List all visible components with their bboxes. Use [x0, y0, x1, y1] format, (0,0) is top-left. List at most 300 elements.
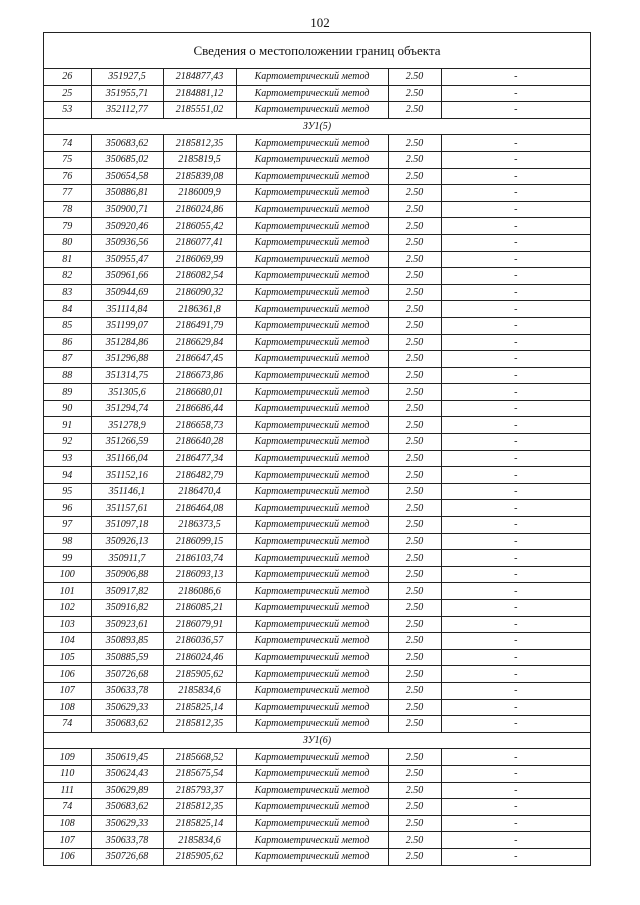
method-cell: Картометрический метод: [236, 434, 388, 451]
x-coordinate-cell: 350923,61: [91, 616, 163, 633]
y-coordinate-cell: 2186055,42: [163, 218, 236, 235]
x-coordinate-cell: 350886,81: [91, 185, 163, 202]
x-coordinate-cell: 350920,46: [91, 218, 163, 235]
y-coordinate-cell: 2186085,21: [163, 600, 236, 617]
point-number-cell: 95: [44, 483, 91, 500]
note-cell: -: [441, 351, 590, 368]
y-coordinate-cell: 2186482,79: [163, 467, 236, 484]
y-coordinate-cell: 2186024,86: [163, 201, 236, 218]
note-cell: -: [441, 268, 590, 285]
y-coordinate-cell: 2186069,99: [163, 251, 236, 268]
note-cell: -: [441, 649, 590, 666]
method-cell: Картометрический метод: [236, 384, 388, 401]
x-coordinate-cell: 351296,88: [91, 351, 163, 368]
accuracy-cell: 2.50: [388, 168, 441, 185]
y-coordinate-cell: 2186079,91: [163, 616, 236, 633]
note-cell: -: [441, 251, 590, 268]
table-row: [44, 716, 590, 733]
method-cell: Картометрический метод: [236, 168, 388, 185]
note-cell: -: [441, 450, 590, 467]
accuracy-cell: 2.50: [388, 666, 441, 683]
note-cell: -: [441, 400, 590, 417]
table-row: [44, 69, 590, 85]
note-cell: -: [441, 533, 590, 550]
accuracy-cell: 2.50: [388, 102, 441, 119]
coordinates-table-sheet: [43, 32, 591, 866]
method-cell: Картометрический метод: [236, 400, 388, 417]
accuracy-cell: 2.50: [388, 848, 441, 864]
note-cell: -: [441, 600, 590, 617]
y-coordinate-cell: 2185834,6: [163, 832, 236, 849]
note-cell: -: [441, 699, 590, 716]
point-number-cell: 81: [44, 251, 91, 268]
method-cell: Картометрический метод: [236, 583, 388, 600]
point-number-cell: 77: [44, 185, 91, 202]
point-number-cell: 93: [44, 450, 91, 467]
table-row: [44, 782, 590, 799]
note-cell: -: [441, 201, 590, 218]
y-coordinate-cell: 2186099,15: [163, 533, 236, 550]
table-row: [44, 201, 590, 218]
x-coordinate-cell: 351927,5: [91, 69, 163, 85]
note-cell: -: [441, 417, 590, 434]
x-coordinate-cell: 350936,56: [91, 234, 163, 251]
accuracy-cell: 2.50: [388, 417, 441, 434]
method-cell: Картометрический метод: [236, 566, 388, 583]
point-number-cell: 74: [44, 135, 91, 152]
point-number-cell: 74: [44, 799, 91, 816]
table-row: [44, 168, 590, 185]
table-row: [44, 666, 590, 683]
x-coordinate-cell: 350629,89: [91, 782, 163, 799]
table-row: [44, 600, 590, 617]
method-cell: Картометрический метод: [236, 682, 388, 699]
accuracy-cell: 2.50: [388, 765, 441, 782]
point-number-cell: 78: [44, 201, 91, 218]
method-cell: Картометрический метод: [236, 218, 388, 235]
method-cell: Картометрический метод: [236, 467, 388, 484]
y-coordinate-cell: 2185825,14: [163, 699, 236, 716]
point-number-cell: 86: [44, 334, 91, 351]
section-row: [44, 118, 590, 135]
x-coordinate-cell: 350917,82: [91, 583, 163, 600]
x-coordinate-cell: 351266,59: [91, 434, 163, 451]
point-number-cell: 53: [44, 102, 91, 119]
accuracy-cell: 2.50: [388, 384, 441, 401]
point-number-cell: 108: [44, 699, 91, 716]
y-coordinate-cell: 2186680,01: [163, 384, 236, 401]
note-cell: -: [441, 135, 590, 152]
method-cell: Картометрический метод: [236, 367, 388, 384]
accuracy-cell: 2.50: [388, 500, 441, 517]
accuracy-cell: 2.50: [388, 550, 441, 567]
method-cell: Картометрический метод: [236, 716, 388, 733]
y-coordinate-cell: 2186024,46: [163, 649, 236, 666]
method-cell: Картометрический метод: [236, 848, 388, 864]
accuracy-cell: 2.50: [388, 85, 441, 102]
x-coordinate-cell: 350633,78: [91, 832, 163, 849]
x-coordinate-cell: 351284,86: [91, 334, 163, 351]
point-number-cell: 89: [44, 384, 91, 401]
accuracy-cell: 2.50: [388, 699, 441, 716]
note-cell: -: [441, 550, 590, 567]
x-coordinate-cell: 351314,75: [91, 367, 163, 384]
accuracy-cell: 2.50: [388, 533, 441, 550]
point-number-cell: 76: [44, 168, 91, 185]
method-cell: Картометрический метод: [236, 351, 388, 368]
accuracy-cell: 2.50: [388, 467, 441, 484]
accuracy-cell: 2.50: [388, 151, 441, 168]
note-cell: -: [441, 334, 590, 351]
table-row: [44, 765, 590, 782]
method-cell: Картометрический метод: [236, 815, 388, 832]
table-row: [44, 268, 590, 285]
y-coordinate-cell: 2185812,35: [163, 799, 236, 816]
point-number-cell: 94: [44, 467, 91, 484]
method-cell: Картометрический метод: [236, 284, 388, 301]
x-coordinate-cell: 350726,68: [91, 666, 163, 683]
table-row: [44, 400, 590, 417]
note-cell: -: [441, 765, 590, 782]
y-coordinate-cell: 2185668,52: [163, 749, 236, 766]
method-cell: Картометрический метод: [236, 268, 388, 285]
accuracy-cell: 2.50: [388, 832, 441, 849]
point-number-cell: 75: [44, 151, 91, 168]
accuracy-cell: 2.50: [388, 351, 441, 368]
note-cell: -: [441, 848, 590, 864]
table-row: [44, 517, 590, 534]
y-coordinate-cell: 2186477,34: [163, 450, 236, 467]
x-coordinate-cell: 351955,71: [91, 85, 163, 102]
point-number-cell: 91: [44, 417, 91, 434]
table-row: [44, 633, 590, 650]
method-cell: Картометрический метод: [236, 85, 388, 102]
table-row: [44, 583, 590, 600]
accuracy-cell: 2.50: [388, 400, 441, 417]
method-cell: Картометрический метод: [236, 765, 388, 782]
note-cell: -: [441, 168, 590, 185]
point-number-cell: 84: [44, 301, 91, 318]
method-cell: Картометрический метод: [236, 832, 388, 849]
point-number-cell: 74: [44, 716, 91, 733]
table-row: [44, 682, 590, 699]
x-coordinate-cell: 351146,1: [91, 483, 163, 500]
section-row: [44, 732, 590, 749]
x-coordinate-cell: 351114,84: [91, 301, 163, 318]
note-cell: -: [441, 682, 590, 699]
point-number-cell: 107: [44, 832, 91, 849]
point-number-cell: 92: [44, 434, 91, 451]
note-cell: -: [441, 517, 590, 534]
y-coordinate-cell: 2185825,14: [163, 815, 236, 832]
y-coordinate-cell: 2185834,6: [163, 682, 236, 699]
note-cell: -: [441, 151, 590, 168]
accuracy-cell: 2.50: [388, 218, 441, 235]
y-coordinate-cell: 2186082,54: [163, 268, 236, 285]
table-row: [44, 434, 590, 451]
x-coordinate-cell: 350726,68: [91, 848, 163, 864]
point-number-cell: 87: [44, 351, 91, 368]
method-cell: Картометрический метод: [236, 201, 388, 218]
method-cell: Картометрический метод: [236, 151, 388, 168]
point-number-cell: 111: [44, 782, 91, 799]
x-coordinate-cell: 351166,04: [91, 450, 163, 467]
method-cell: Картометрический метод: [236, 334, 388, 351]
table-row: [44, 616, 590, 633]
accuracy-cell: 2.50: [388, 367, 441, 384]
point-number-cell: 98: [44, 533, 91, 550]
point-number-cell: 82: [44, 268, 91, 285]
y-coordinate-cell: 2186090,32: [163, 284, 236, 301]
table-row: [44, 483, 590, 500]
method-cell: Картометрический метод: [236, 483, 388, 500]
y-coordinate-cell: 2185905,62: [163, 666, 236, 683]
y-coordinate-cell: 2186103,74: [163, 550, 236, 567]
method-cell: Картометрический метод: [236, 417, 388, 434]
note-cell: -: [441, 218, 590, 235]
note-cell: -: [441, 434, 590, 451]
y-coordinate-cell: 2186640,28: [163, 434, 236, 451]
point-number-cell: 90: [44, 400, 91, 417]
note-cell: -: [441, 284, 590, 301]
table-row: [44, 334, 590, 351]
point-number-cell: 106: [44, 848, 91, 864]
y-coordinate-cell: 2185812,35: [163, 135, 236, 152]
note-cell: -: [441, 782, 590, 799]
point-number-cell: 107: [44, 682, 91, 699]
y-coordinate-cell: 2185551,02: [163, 102, 236, 119]
method-cell: Картометрический метод: [236, 782, 388, 799]
table-title: Сведения о местоположении границ объекта: [44, 33, 590, 69]
accuracy-cell: 2.50: [388, 566, 441, 583]
y-coordinate-cell: 2185812,35: [163, 716, 236, 733]
y-coordinate-cell: 2185839,08: [163, 168, 236, 185]
table-row: [44, 384, 590, 401]
table-row: [44, 367, 590, 384]
method-cell: Картометрический метод: [236, 251, 388, 268]
table-row: [44, 185, 590, 202]
x-coordinate-cell: 350629,33: [91, 815, 163, 832]
x-coordinate-cell: 350685,02: [91, 151, 163, 168]
y-coordinate-cell: 2184877,43: [163, 69, 236, 85]
table-row: [44, 102, 590, 119]
table-row: [44, 649, 590, 666]
point-number-cell: 103: [44, 616, 91, 633]
y-coordinate-cell: 2186658,73: [163, 417, 236, 434]
x-coordinate-cell: 351097,18: [91, 517, 163, 534]
table-row: [44, 815, 590, 832]
coordinates-table: [44, 69, 590, 865]
method-cell: Картометрический метод: [236, 185, 388, 202]
accuracy-cell: 2.50: [388, 583, 441, 600]
table-row: [44, 799, 590, 816]
y-coordinate-cell: 2186629,84: [163, 334, 236, 351]
note-cell: -: [441, 69, 590, 85]
note-cell: -: [441, 185, 590, 202]
method-cell: Картометрический метод: [236, 616, 388, 633]
method-cell: Картометрический метод: [236, 450, 388, 467]
note-cell: -: [441, 467, 590, 484]
method-cell: Картометрический метод: [236, 317, 388, 334]
section-label: ЗУ1(5): [44, 118, 590, 135]
method-cell: Картометрический метод: [236, 102, 388, 119]
y-coordinate-cell: 2186036,57: [163, 633, 236, 650]
point-number-cell: 79: [44, 218, 91, 235]
note-cell: -: [441, 367, 590, 384]
page-number: 102: [310, 15, 330, 30]
x-coordinate-cell: 350955,47: [91, 251, 163, 268]
method-cell: Картометрический метод: [236, 550, 388, 567]
table-row: [44, 284, 590, 301]
note-cell: -: [441, 234, 590, 251]
x-coordinate-cell: 351199,07: [91, 317, 163, 334]
x-coordinate-cell: 352112,77: [91, 102, 163, 119]
point-number-cell: 83: [44, 284, 91, 301]
table-row: [44, 351, 590, 368]
table-row: [44, 450, 590, 467]
accuracy-cell: 2.50: [388, 234, 441, 251]
point-number-cell: 97: [44, 517, 91, 534]
accuracy-cell: 2.50: [388, 649, 441, 666]
x-coordinate-cell: 350900,71: [91, 201, 163, 218]
x-coordinate-cell: 350893,85: [91, 633, 163, 650]
point-number-cell: 109: [44, 749, 91, 766]
point-number-cell: 88: [44, 367, 91, 384]
note-cell: -: [441, 317, 590, 334]
table-row: [44, 218, 590, 235]
x-coordinate-cell: 351294,74: [91, 400, 163, 417]
x-coordinate-cell: 351152,16: [91, 467, 163, 484]
x-coordinate-cell: 350683,62: [91, 135, 163, 152]
x-coordinate-cell: 350619,45: [91, 749, 163, 766]
x-coordinate-cell: 350683,62: [91, 716, 163, 733]
accuracy-cell: 2.50: [388, 268, 441, 285]
table-row: [44, 417, 590, 434]
y-coordinate-cell: 2186673,86: [163, 367, 236, 384]
method-cell: Картометрический метод: [236, 600, 388, 617]
note-cell: -: [441, 799, 590, 816]
point-number-cell: 80: [44, 234, 91, 251]
method-cell: Картометрический метод: [236, 234, 388, 251]
point-number-cell: 99: [44, 550, 91, 567]
y-coordinate-cell: 2186077,41: [163, 234, 236, 251]
note-cell: -: [441, 500, 590, 517]
y-coordinate-cell: 2185819,5: [163, 151, 236, 168]
section-label: ЗУ1(6): [44, 732, 590, 749]
x-coordinate-cell: 350911,7: [91, 550, 163, 567]
note-cell: -: [441, 815, 590, 832]
accuracy-cell: 2.50: [388, 517, 441, 534]
y-coordinate-cell: 2186361,8: [163, 301, 236, 318]
note-cell: -: [441, 102, 590, 119]
table-row: [44, 85, 590, 102]
accuracy-cell: 2.50: [388, 317, 441, 334]
accuracy-cell: 2.50: [388, 782, 441, 799]
x-coordinate-cell: 351305,6: [91, 384, 163, 401]
table-row: [44, 317, 590, 334]
note-cell: -: [441, 666, 590, 683]
point-number-cell: 85: [44, 317, 91, 334]
y-coordinate-cell: 2186464,08: [163, 500, 236, 517]
point-number-cell: 106: [44, 666, 91, 683]
y-coordinate-cell: 2185675,54: [163, 765, 236, 782]
point-number-cell: 102: [44, 600, 91, 617]
method-cell: Картометрический метод: [236, 533, 388, 550]
table-row: [44, 234, 590, 251]
x-coordinate-cell: 350629,33: [91, 699, 163, 716]
method-cell: Картометрический метод: [236, 799, 388, 816]
accuracy-cell: 2.50: [388, 251, 441, 268]
accuracy-cell: 2.50: [388, 633, 441, 650]
point-number-cell: 101: [44, 583, 91, 600]
y-coordinate-cell: 2186093,13: [163, 566, 236, 583]
table-row: [44, 566, 590, 583]
accuracy-cell: 2.50: [388, 749, 441, 766]
table-row: [44, 533, 590, 550]
accuracy-cell: 2.50: [388, 284, 441, 301]
y-coordinate-cell: 2186647,45: [163, 351, 236, 368]
accuracy-cell: 2.50: [388, 450, 441, 467]
table-row: [44, 550, 590, 567]
x-coordinate-cell: 350654,58: [91, 168, 163, 185]
accuracy-cell: 2.50: [388, 716, 441, 733]
accuracy-cell: 2.50: [388, 600, 441, 617]
y-coordinate-cell: 2185905,62: [163, 848, 236, 864]
x-coordinate-cell: 351278,9: [91, 417, 163, 434]
y-coordinate-cell: 2186491,79: [163, 317, 236, 334]
point-number-cell: 26: [44, 69, 91, 85]
table-row: [44, 699, 590, 716]
note-cell: -: [441, 483, 590, 500]
accuracy-cell: 2.50: [388, 69, 441, 85]
table-row: [44, 500, 590, 517]
note-cell: -: [441, 566, 590, 583]
x-coordinate-cell: 350944,69: [91, 284, 163, 301]
x-coordinate-cell: 350926,13: [91, 533, 163, 550]
method-cell: Картометрический метод: [236, 649, 388, 666]
y-coordinate-cell: 2186686,44: [163, 400, 236, 417]
table-row: [44, 135, 590, 152]
method-cell: Картометрический метод: [236, 517, 388, 534]
table-row: [44, 151, 590, 168]
x-coordinate-cell: 350683,62: [91, 799, 163, 816]
y-coordinate-cell: 2186086,6: [163, 583, 236, 600]
accuracy-cell: 2.50: [388, 815, 441, 832]
x-coordinate-cell: 350885,59: [91, 649, 163, 666]
accuracy-cell: 2.50: [388, 301, 441, 318]
table-row: [44, 848, 590, 864]
accuracy-cell: 2.50: [388, 185, 441, 202]
note-cell: -: [441, 616, 590, 633]
method-cell: Картометрический метод: [236, 633, 388, 650]
table-row: [44, 749, 590, 766]
note-cell: -: [441, 716, 590, 733]
note-cell: -: [441, 633, 590, 650]
note-cell: -: [441, 384, 590, 401]
accuracy-cell: 2.50: [388, 334, 441, 351]
point-number-cell: 104: [44, 633, 91, 650]
table-row: [44, 832, 590, 849]
accuracy-cell: 2.50: [388, 799, 441, 816]
x-coordinate-cell: 351157,61: [91, 500, 163, 517]
y-coordinate-cell: 2184881,12: [163, 85, 236, 102]
note-cell: -: [441, 832, 590, 849]
accuracy-cell: 2.50: [388, 434, 441, 451]
method-cell: Картометрический метод: [236, 135, 388, 152]
point-number-cell: 96: [44, 500, 91, 517]
y-coordinate-cell: 2186470,4: [163, 483, 236, 500]
method-cell: Картометрический метод: [236, 500, 388, 517]
